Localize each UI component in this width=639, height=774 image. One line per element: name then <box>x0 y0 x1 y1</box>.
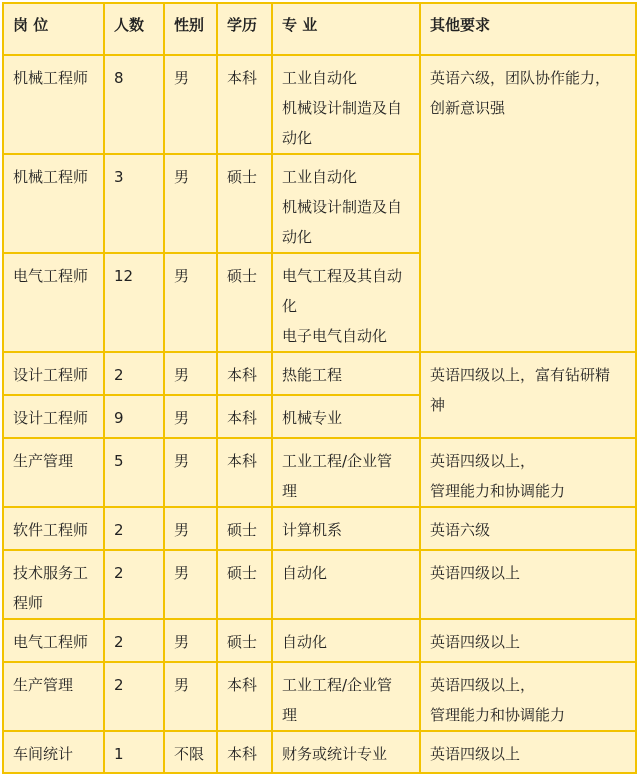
cell-count: 2 <box>104 662 164 731</box>
cell-degree: 硕士 <box>217 550 272 619</box>
requirement-line: 英语四级以上， <box>430 452 536 470</box>
cell-requirements: 英语四级以上 <box>420 619 636 662</box>
cell-count: 1 <box>104 731 164 773</box>
cell-position: 电气工程师 <box>3 253 104 352</box>
major-line: 理 <box>282 706 298 724</box>
header-major: 专 业 <box>272 3 420 55</box>
cell-requirements <box>420 662 636 731</box>
recruitment-table <box>2 2 637 774</box>
cell-count: 5 <box>104 438 164 507</box>
cell-gender: 男 <box>164 55 217 154</box>
cell-position: 生产管理 <box>3 438 104 507</box>
cell-gender: 男 <box>164 352 217 395</box>
major-line: 电气工程及其自动 <box>282 267 403 285</box>
position-line: 技术服务工 <box>13 564 89 582</box>
table-row <box>3 507 636 550</box>
cell-gender: 男 <box>164 253 217 352</box>
cell-requirements <box>420 438 636 507</box>
major-line: 动化 <box>282 228 313 246</box>
requirement-line: 创新意识强 <box>430 99 506 117</box>
cell-requirements <box>420 55 636 352</box>
table-row <box>3 55 636 154</box>
major-line: 工业工程/企业管 <box>282 676 393 694</box>
header-requirements: 其他要求 <box>420 3 636 55</box>
cell-requirements: 英语四级以上 <box>420 731 636 773</box>
cell-major: 计算机系 <box>272 507 420 550</box>
cell-count: 2 <box>104 507 164 550</box>
header-gender: 性别 <box>164 3 217 55</box>
cell-degree: 本科 <box>217 395 272 438</box>
cell-major <box>272 662 420 731</box>
cell-count: 2 <box>104 619 164 662</box>
cell-position: 软件工程师 <box>3 507 104 550</box>
cell-major <box>272 55 420 154</box>
cell-count: 2 <box>104 352 164 395</box>
cell-major: 自动化 <box>272 550 420 619</box>
cell-degree: 本科 <box>217 438 272 507</box>
requirement-line: 英语六级，团队协作能力， <box>430 69 611 87</box>
header-degree: 学历 <box>217 3 272 55</box>
cell-requirements: 英语四级以上 <box>420 550 636 619</box>
cell-requirements: 英语六级 <box>420 507 636 550</box>
requirement-line: 英语四级以上，富有钻研精 <box>430 366 611 384</box>
cell-position: 车间统计 <box>3 731 104 773</box>
cell-degree: 硕士 <box>217 253 272 352</box>
cell-count: 3 <box>104 154 164 253</box>
cell-degree: 本科 <box>217 352 272 395</box>
cell-major: 财务或统计专业 <box>272 731 420 773</box>
cell-position: 设计工程师 <box>3 395 104 438</box>
cell-position: 生产管理 <box>3 662 104 731</box>
cell-degree: 本科 <box>217 662 272 731</box>
cell-degree: 硕士 <box>217 154 272 253</box>
major-line: 化 <box>282 297 298 315</box>
table-row <box>3 550 636 619</box>
cell-major <box>272 253 420 352</box>
cell-gender: 男 <box>164 395 217 438</box>
table-row <box>3 352 636 395</box>
major-line: 理 <box>282 482 298 500</box>
cell-gender: 男 <box>164 619 217 662</box>
major-line: 动化 <box>282 129 313 147</box>
cell-gender: 男 <box>164 438 217 507</box>
major-line: 电子电气自动化 <box>282 327 388 345</box>
table-row <box>3 731 636 773</box>
table-row <box>3 619 636 662</box>
major-line: 机械设计制造及自 <box>282 198 403 216</box>
major-line: 工业自动化 <box>282 69 358 87</box>
cell-degree: 本科 <box>217 55 272 154</box>
cell-position: 电气工程师 <box>3 619 104 662</box>
cell-requirements <box>420 352 636 438</box>
cell-gender: 男 <box>164 550 217 619</box>
cell-major: 热能工程 <box>272 352 420 395</box>
requirement-line: 管理能力和协调能力 <box>430 482 566 500</box>
requirement-line: 管理能力和协调能力 <box>430 706 566 724</box>
cell-count: 8 <box>104 55 164 154</box>
header-count: 人数 <box>104 3 164 55</box>
major-line: 机械设计制造及自 <box>282 99 403 117</box>
cell-gender: 不限 <box>164 731 217 773</box>
header-position: 岗 位 <box>3 3 104 55</box>
cell-position <box>3 550 104 619</box>
cell-major: 自动化 <box>272 619 420 662</box>
major-line: 工业工程/企业管 <box>282 452 393 470</box>
cell-position: 设计工程师 <box>3 352 104 395</box>
cell-degree: 硕士 <box>217 507 272 550</box>
cell-gender: 男 <box>164 154 217 253</box>
cell-gender: 男 <box>164 662 217 731</box>
table-row <box>3 438 636 507</box>
cell-position: 机械工程师 <box>3 55 104 154</box>
major-line: 工业自动化 <box>282 168 358 186</box>
cell-major: 机械专业 <box>272 395 420 438</box>
cell-position: 机械工程师 <box>3 154 104 253</box>
header-row <box>3 3 636 55</box>
cell-major <box>272 438 420 507</box>
cell-count: 2 <box>104 550 164 619</box>
table-row <box>3 662 636 731</box>
requirement-line: 英语四级以上， <box>430 676 536 694</box>
cell-count: 9 <box>104 395 164 438</box>
cell-degree: 本科 <box>217 731 272 773</box>
requirement-line: 神 <box>430 396 446 414</box>
cell-degree: 硕士 <box>217 619 272 662</box>
cell-gender: 男 <box>164 507 217 550</box>
position-line: 程师 <box>13 594 44 612</box>
cell-count: 12 <box>104 253 164 352</box>
cell-major <box>272 154 420 253</box>
